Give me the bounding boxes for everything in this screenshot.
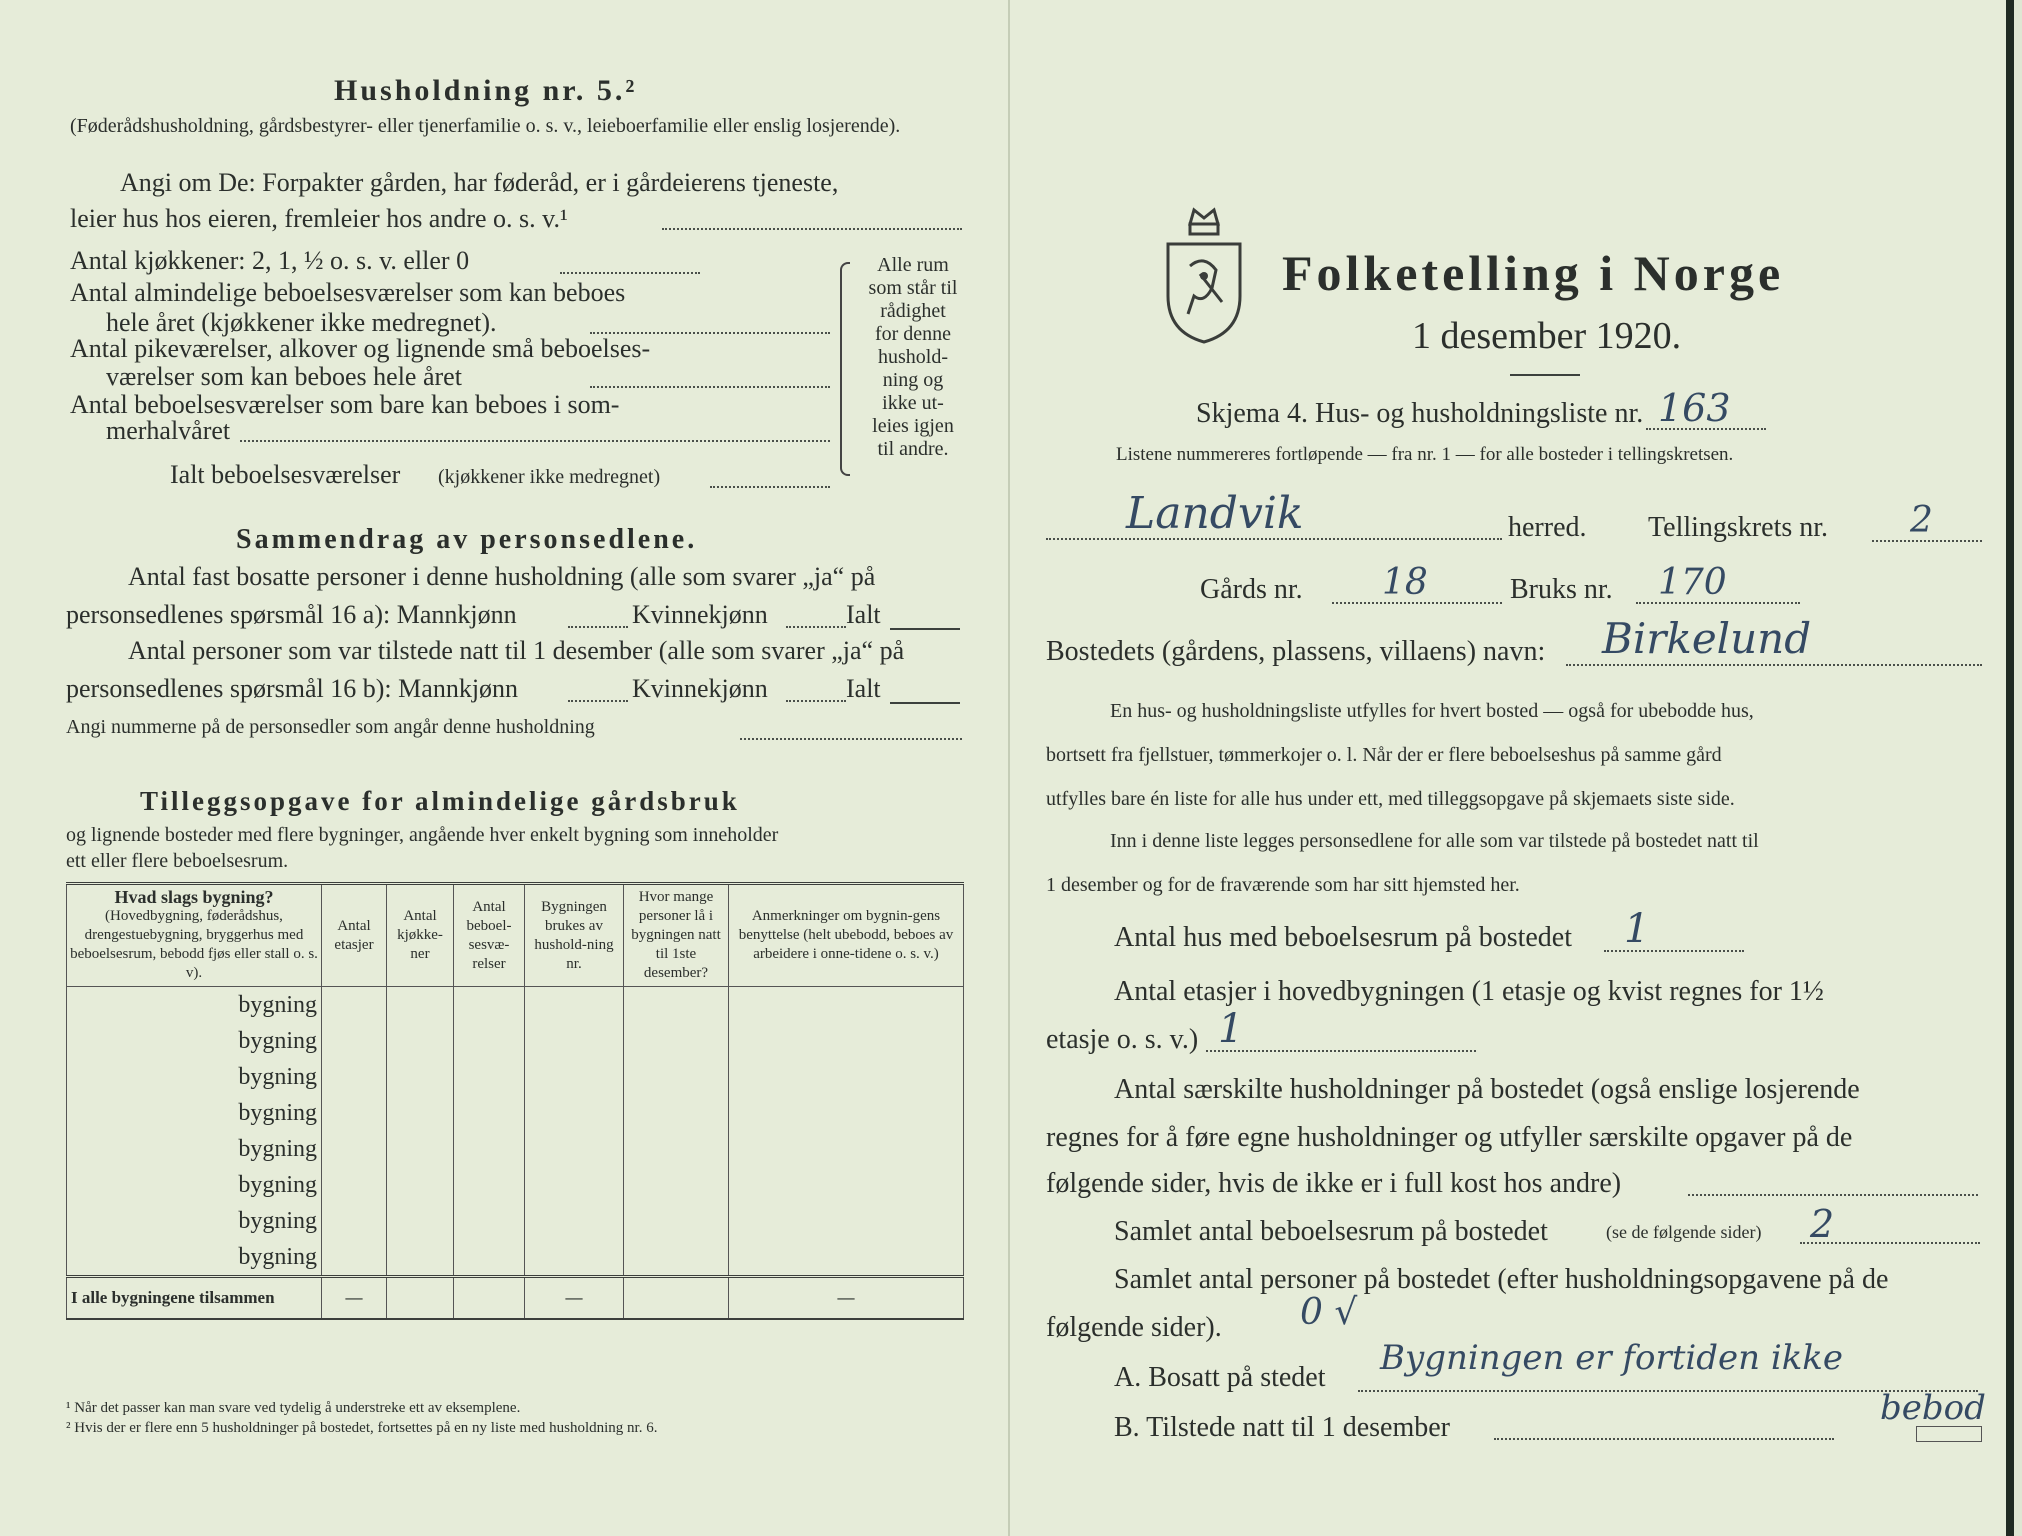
brace-note-line: til andre.	[877, 438, 949, 460]
nummerne-fill[interactable]	[740, 738, 962, 740]
gards-value[interactable]: 18	[1382, 562, 1428, 603]
s1-kvinne-label: Kvinnekjønn	[632, 600, 768, 629]
summary-1-line-2: personsedlenes spørsmål 16 a): Mannkjønn	[66, 600, 517, 629]
cell[interactable]	[387, 1059, 454, 1095]
cell[interactable]	[322, 1059, 387, 1095]
cell[interactable]	[525, 1167, 624, 1203]
angi-line-2: leier hus hos eieren, fremleier hos andre o. s. v.¹	[70, 204, 568, 233]
somm-line-2: merhalvåret	[106, 416, 231, 445]
s2-ialt-fill[interactable]	[890, 702, 960, 704]
cell[interactable]	[387, 1131, 454, 1167]
samlet-rum-value[interactable]: 2	[1810, 1202, 1835, 1246]
cell[interactable]	[624, 987, 729, 1024]
cell[interactable]	[322, 1095, 387, 1131]
cell[interactable]	[729, 1167, 964, 1203]
para2-line1: Inn i denne liste legges personsedlene for alle som var tilstede på bostedet natt til	[1110, 830, 1759, 852]
brace-note-line: som står til	[868, 277, 958, 299]
s1-kvinne-fill[interactable]	[786, 626, 846, 628]
para2-line2: 1 desember og for de fraværende som har sitt hjemsted her.	[1046, 874, 1520, 896]
table-row	[67, 1023, 964, 1059]
samlet-rum-label: Samlet antal beboelsesrum på bostedet	[1114, 1216, 1548, 1247]
building-type-cell[interactable]: bygning	[67, 1059, 322, 1095]
col-etasjer: Antal etasjer	[322, 884, 387, 987]
col-persons: Hvor mange personer lå i bygningen natt til 1ste desember?	[624, 884, 729, 987]
krets-label: Tellingskrets nr.	[1648, 512, 1829, 543]
bosted-fill	[1566, 664, 1982, 666]
cell[interactable]	[624, 1023, 729, 1059]
cell[interactable]	[729, 1023, 964, 1059]
bruks-label: Bruks nr.	[1510, 574, 1613, 605]
col-building-type	[67, 884, 322, 987]
col-kjokkener: Antal kjøkke-ner	[387, 884, 454, 987]
cell[interactable]	[454, 1095, 525, 1131]
summary-2-line-2: personsedlenes spørsmål 16 b): Mannkjønn	[66, 674, 519, 703]
a-label: A. Bosatt på stedet	[1114, 1362, 1326, 1393]
footnote-1: ¹ Når det passer kan man svare ved tydelig å understreke ett av eksemplene.	[66, 1400, 521, 1416]
cell[interactable]	[624, 1203, 729, 1239]
tillegg-text-1: og lignende bosteder med flere bygninger, angående hver enkelt bygning som inneholder	[66, 824, 779, 846]
left-page	[0, 0, 1010, 1536]
cell[interactable]	[454, 1277, 525, 1320]
summary-1-line-1: Antal fast bosatte personer i denne husholdning (alle som svarer „ja“ på	[128, 562, 876, 591]
buildings-table	[66, 882, 964, 1320]
cell[interactable]	[387, 1277, 454, 1320]
cell[interactable]	[729, 1203, 964, 1239]
cell[interactable]	[322, 1203, 387, 1239]
building-type-cell[interactable]: bygning	[67, 1239, 322, 1277]
table-row	[67, 1095, 964, 1131]
antal-hus-label: Antal hus med beboelsesrum på bostedet	[1114, 922, 1573, 953]
cell[interactable]	[387, 1203, 454, 1239]
samlet-pers-line-1: Samlet antal personer på bostedet (efter husholdningsopgavene på de	[1114, 1264, 1889, 1295]
cell[interactable]	[454, 1203, 525, 1239]
cell[interactable]	[454, 1167, 525, 1203]
cell[interactable]	[729, 1131, 964, 1167]
pike-line-1: Antal pikeværelser, alkover og lignende små beboelses-	[70, 334, 651, 363]
cell[interactable]	[729, 987, 964, 1024]
para1-line3: utfylles bare én liste for alle hus under ett, med tilleggsopgave på skjemaets siste side.	[1046, 788, 1735, 810]
right-page	[1010, 0, 2014, 1536]
summary-title: Sammendrag av personsedlene.	[236, 524, 698, 555]
s1-ialt-label: Ialt	[846, 600, 881, 629]
printer-stamp	[1916, 1426, 1982, 1442]
cell[interactable]	[387, 1095, 454, 1131]
cell[interactable]	[322, 1239, 387, 1277]
bosted-value[interactable]: Birkelund	[1602, 614, 1812, 663]
s2-kvinne-label: Kvinnekjønn	[632, 674, 768, 703]
skjema-fill	[1646, 428, 1766, 430]
kjokkener-label: Antal kjøkkener: 2, 1, ½ o. s. v. eller 0	[70, 246, 470, 275]
cell[interactable]	[525, 1059, 624, 1095]
cell[interactable]	[454, 1059, 525, 1095]
sarskilte-line-2: regnes for å føre egne husholdninger og utfyller særskilte opgaver på de	[1046, 1122, 1853, 1153]
herred-value[interactable]: Landvik	[1126, 488, 1304, 539]
footnote-2: ² Hvis der er flere enn 5 husholdninger på bostedet, fortsettes på en ny liste med husholdning nr. 6.	[66, 1420, 658, 1436]
cell[interactable]	[525, 1239, 624, 1277]
cell[interactable]	[387, 1239, 454, 1277]
household-subtitle: (Føderådshusholdning, gårdsbestyrer- eller tjenerfamilie o. s. v., leieboerfamilie eller enslig losjerende).	[70, 115, 901, 137]
samlet-pers-mark[interactable]: 0 √	[1300, 1292, 1358, 1333]
somm-fill-line[interactable]	[240, 440, 830, 442]
cell[interactable]	[525, 987, 624, 1024]
ialt-fill-line[interactable]	[710, 486, 830, 488]
building-type-cell[interactable]: bygning	[67, 987, 322, 1024]
pike-fill-line[interactable]	[590, 386, 830, 388]
col1-title: Hvad slags bygning?	[114, 887, 274, 907]
para1-line2: bortsett fra fjellstuer, tømmerkojer o. l. Når der er flere beboelseshus på samme gård	[1046, 744, 1722, 766]
building-type-cell[interactable]: bygning	[67, 1167, 322, 1203]
brace-note-line: hushold-	[878, 346, 948, 368]
col-rooms: Antal beboel-sesvæ-relser	[454, 884, 525, 987]
building-type-cell[interactable]: bygning	[67, 1095, 322, 1131]
pike-line-2: værelser som kan beboes hele året	[106, 362, 462, 391]
samlet-rum-note: (se de følgende sider)	[1606, 1222, 1762, 1242]
krets-value[interactable]: 2	[1910, 500, 1933, 541]
cell[interactable]	[525, 1023, 624, 1059]
sarskilte-fill[interactable]	[1688, 1194, 1978, 1196]
cell[interactable]	[454, 1239, 525, 1277]
tillegg-text-2: ett eller flere beboelsesrum.	[66, 850, 289, 872]
cell[interactable]	[729, 1059, 964, 1095]
cell[interactable]	[454, 987, 525, 1024]
table-row	[67, 1203, 964, 1239]
brace-note-line: ikke ut-	[882, 392, 944, 414]
kjokkener-fill-line[interactable]	[560, 272, 700, 274]
para1-line1: En hus- og husholdningsliste utfylles for hvert bosted — også for ubebodde hus,	[1110, 700, 1754, 722]
table-row	[67, 1167, 964, 1203]
krets-fill	[1872, 540, 1982, 542]
cell[interactable]	[525, 1095, 624, 1131]
alm-line-2: hele året (kjøkkener ikke medregnet).	[106, 308, 497, 337]
bruks-fill	[1636, 602, 1800, 604]
herred-label: herred.	[1508, 512, 1587, 543]
samlet-pers-line-2: følgende sider).	[1046, 1312, 1222, 1343]
brace-note-line: ning og	[882, 369, 944, 391]
cell[interactable]	[387, 1023, 454, 1059]
table-header-row	[67, 884, 964, 987]
cell[interactable]	[525, 1131, 624, 1167]
cell[interactable]	[322, 1167, 387, 1203]
bruks-value[interactable]: 170	[1658, 562, 1727, 603]
brace-note-line: rådighet	[880, 300, 946, 322]
cell[interactable]	[454, 1023, 525, 1059]
cell[interactable]	[624, 1131, 729, 1167]
angi-fill-line[interactable]	[662, 228, 962, 230]
somm-line-1: Antal beboelsesværelser som bare kan beboes i som-	[70, 390, 620, 419]
table-row	[67, 1239, 964, 1277]
tillegg-title: Tilleggsopgave for almindelige gårdsbruk	[140, 786, 740, 816]
cell[interactable]	[729, 1239, 964, 1277]
brace-note-line: Alle rum	[877, 254, 949, 276]
table-row	[67, 1059, 964, 1095]
gards-fill	[1332, 602, 1502, 604]
cell[interactable]	[387, 987, 454, 1024]
s1-ialt-fill[interactable]	[890, 628, 960, 630]
cell[interactable]	[624, 1095, 729, 1131]
table-total-row	[67, 1277, 964, 1320]
s2-kvinne-fill[interactable]	[786, 700, 846, 702]
cell[interactable]	[387, 1167, 454, 1203]
table-row	[67, 987, 964, 1024]
building-type-cell[interactable]: bygning	[67, 1023, 322, 1059]
etasjer-fill	[1206, 1050, 1476, 1052]
etasjer-value[interactable]: 1	[1218, 1006, 1244, 1052]
cell[interactable]	[525, 1203, 624, 1239]
etasjer-line-1: Antal etasjer i hovedbygningen (1 etasje og kvist regnes for 1½	[1114, 976, 1824, 1007]
s2-mann-fill[interactable]	[568, 700, 628, 702]
col-household-nr: Bygningen brukes av hushold-ning nr.	[525, 884, 624, 987]
total-label: I alle bygningene tilsammen	[67, 1277, 322, 1320]
brace-note-line: leies igjen	[872, 415, 954, 437]
census-date: 1 desember 1920.	[1412, 315, 1682, 357]
s1-mann-fill[interactable]	[568, 626, 628, 628]
norwegian-coat-of-arms-icon	[1160, 204, 1248, 346]
etasjer-line-2: etasje o. s. v.)	[1046, 1024, 1199, 1055]
bosted-label: Bostedets (gårdens, plassens, villaens) navn:	[1046, 636, 1546, 667]
ialt-note: (kjøkkener ikke medregnet)	[438, 466, 661, 488]
cell[interactable]	[322, 987, 387, 1024]
antal-hus-value[interactable]: 1	[1624, 906, 1650, 952]
cell[interactable]	[322, 1131, 387, 1167]
main-title: Folketelling i Norge	[1282, 245, 1785, 301]
brace-note	[858, 254, 968, 461]
cell[interactable]	[624, 1277, 729, 1320]
brace	[840, 262, 850, 476]
a-value-line-2[interactable]: bebod	[1880, 1388, 1986, 1428]
antal-hus-fill	[1604, 950, 1744, 952]
cell[interactable]	[624, 1059, 729, 1095]
total-etasjer: —	[322, 1277, 387, 1320]
title-divider	[1510, 374, 1580, 376]
skjema-label: Skjema 4. Hus- og husholdningsliste nr.	[1196, 398, 1644, 429]
sarskilte-line-3: følgende sider, hvis de ikke er i full kost hos andre)	[1046, 1168, 1622, 1199]
angi-line-1: Angi om De: Forpakter gården, har føderåd, er i gårdeierens tjeneste,	[120, 168, 839, 197]
building-type-cell[interactable]: bygning	[67, 1131, 322, 1167]
cell[interactable]	[729, 1095, 964, 1131]
nummerne-label: Angi nummerne på de personsedler som angår denne husholdning	[66, 716, 595, 738]
ialt-label: Ialt beboelsesværelser	[170, 460, 401, 489]
building-type-cell[interactable]: bygning	[67, 1203, 322, 1239]
gards-label: Gårds nr.	[1200, 574, 1303, 605]
listene-note: Listene nummereres fortløpende — fra nr. 1 — for alle bosteder i tellingskretsen.	[1116, 444, 1734, 465]
sarskilte-line-1: Antal særskilte husholdninger på bostedet (også enslige losjerende	[1114, 1074, 1860, 1105]
total-remarks: —	[729, 1277, 964, 1320]
cell[interactable]	[624, 1239, 729, 1277]
col-remarks: Anmerkninger om bygnin-gens benyttelse (helt ubebodd, beboes av arbeidere i onne-tidene o. s. v.)	[729, 884, 964, 987]
brace-note-line: for denne	[874, 323, 952, 345]
skjema-number[interactable]: 163	[1658, 386, 1731, 430]
cell[interactable]	[322, 1023, 387, 1059]
page-edge	[2006, 0, 2014, 1536]
samlet-rum-fill	[1800, 1242, 1980, 1244]
b-fill[interactable]	[1494, 1438, 1834, 1440]
a-value-line-1[interactable]: Bygningen er fortiden ikke	[1380, 1338, 1844, 1378]
b-label: B. Tilstede natt til 1 desember	[1114, 1412, 1450, 1443]
total-household: —	[525, 1277, 624, 1320]
table-row	[67, 1131, 964, 1167]
cell[interactable]	[454, 1131, 525, 1167]
household-title: Husholdning nr. 5.²	[334, 74, 638, 107]
col1-text: (Hovedbygning, føderådshus, drengestuebygning, bryggerhus med beboelsesrum, bebodd fjøs eller stall o. s. v).	[70, 908, 318, 981]
alm-line-1: Antal almindelige beboelsesværelser som kan beboes	[70, 278, 626, 307]
cell[interactable]	[624, 1167, 729, 1203]
s2-ialt-label: Ialt	[846, 674, 881, 703]
summary-2-line-1: Antal personer som var tilstede natt til 1 desember (alle som svarer „ja“ på	[128, 636, 905, 665]
herred-fill	[1046, 538, 1502, 540]
